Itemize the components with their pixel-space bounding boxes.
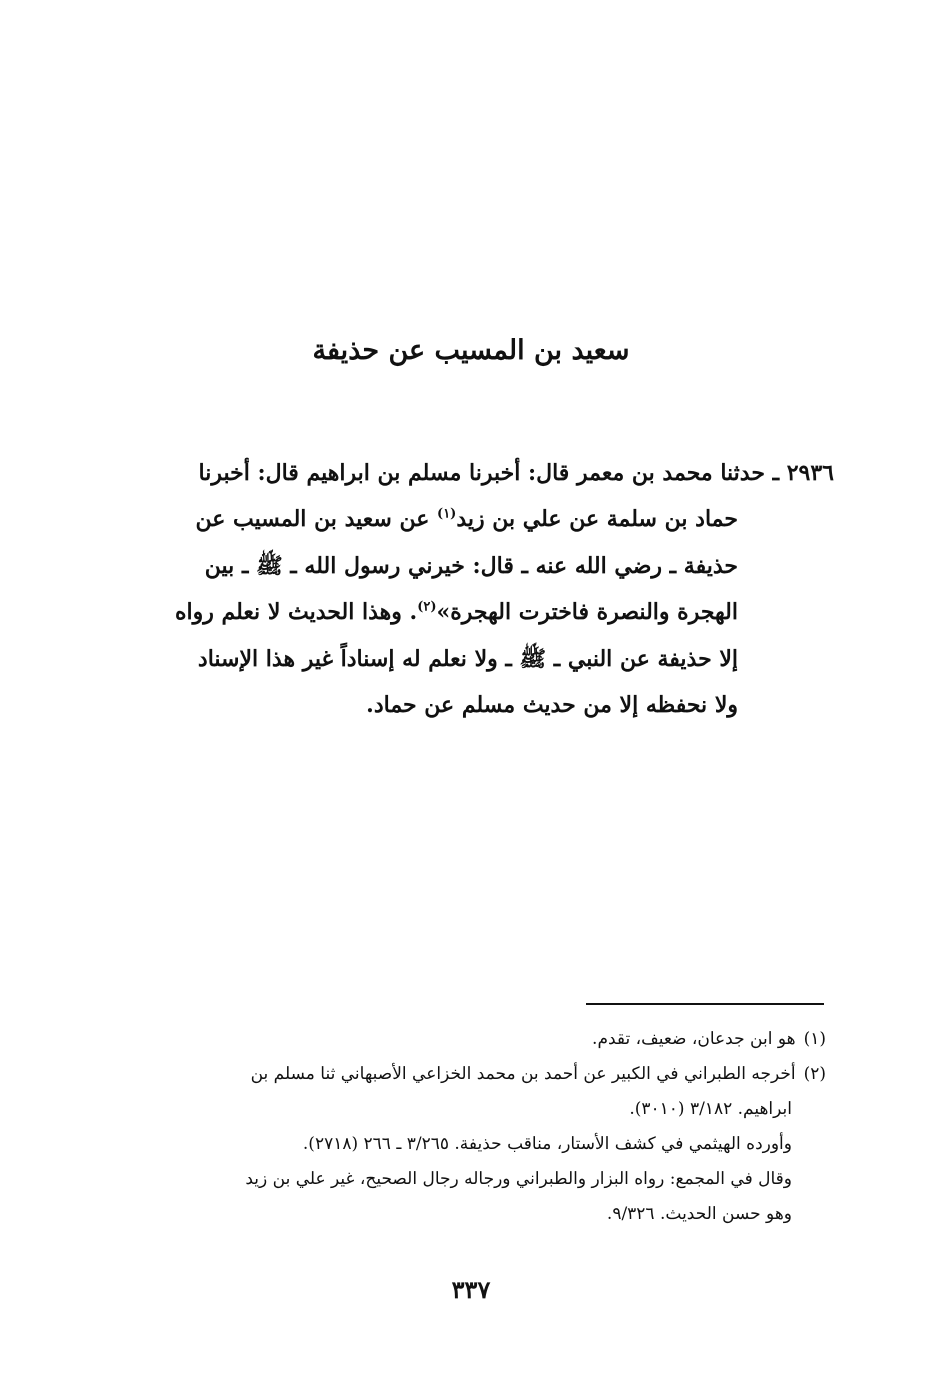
footnote-1-marker: (١): [803, 1029, 826, 1049]
hadith-line-5: إلا حذيفة عن النبي ـ ﷺ ـ ولا نعلم له إسناداً غير هذا الإسناد: [197, 645, 738, 672]
footnote-2-line-2: ابراهيم. ٣/١٨٢ (٣٠١٠).: [629, 1099, 792, 1119]
footnote-ref-2[interactable]: (٢): [417, 599, 437, 615]
hadith-line-1-text: ـ حدثنا محمد بن معمر قال: أخبرنا مسلم بن ابراهيم قال: أخبرنا: [198, 460, 780, 486]
footnote-2-line-1: أخرجه الطبراني في الكبير عن أحمد بن محمد الخزاعي الأصبهاني ثنا مسلم بن: [250, 1064, 796, 1084]
hadith-line-6: ولا نحفظه إلا من حديث مسلم عن حماد.: [366, 692, 738, 719]
footnote-2-line-3: وأورده الهيثمي في كشف الأستار، مناقب حذيفة. ٣/٢٦٥ ـ ٢٦٦ (٢٧١٨).: [302, 1134, 792, 1154]
hadith-line-2: [134, 496, 834, 542]
footnote-1-text: هو ابن جدعان، ضعيف، تقدم.: [592, 1029, 796, 1049]
hadith-line-4: [134, 589, 834, 635]
footnote-separator: [586, 1003, 824, 1005]
hadith-line-3: حذيفة ـ رضي الله عنه ـ قال: خيرني رسول الله ـ ﷺ ـ بين: [204, 552, 738, 579]
hadith-line-4-text-b: . وهذا الحديث لا نعلم رواه: [174, 599, 418, 626]
footnote-2-line-4: وقال في المجمع: رواه البزار والطبراني ورجاله رجال الصحيح، غير علي بن زيد: [245, 1169, 792, 1189]
chapter-title: سعيد بن المسيب عن حذيفة: [312, 335, 630, 366]
hadith-line-4-text-a: الهجرة والنصرة فاخترت الهجرة»: [436, 599, 738, 626]
footnote-1: [136, 1022, 826, 1057]
footnote-ref-1[interactable]: (١): [437, 507, 457, 523]
page-number: ٣٣٧: [451, 1275, 491, 1304]
hadith-line-2-text-a: حماد بن سلمة عن علي بن زيد: [456, 506, 738, 533]
footnote-2: [136, 1057, 826, 1092]
hadith-number: ٢٩٣٦: [786, 460, 834, 486]
hadith-text: [134, 450, 834, 728]
hadith-line-1: [134, 450, 834, 496]
hadith-line-2-text-b: عن سعيد بن المسيب عن: [195, 506, 430, 533]
footnote-2-marker: (٢): [803, 1064, 826, 1084]
footnotes: [136, 1022, 826, 1232]
footnote-2-line-5: وهو حسن الحديث. ٩/٣٢٦.: [606, 1204, 792, 1224]
